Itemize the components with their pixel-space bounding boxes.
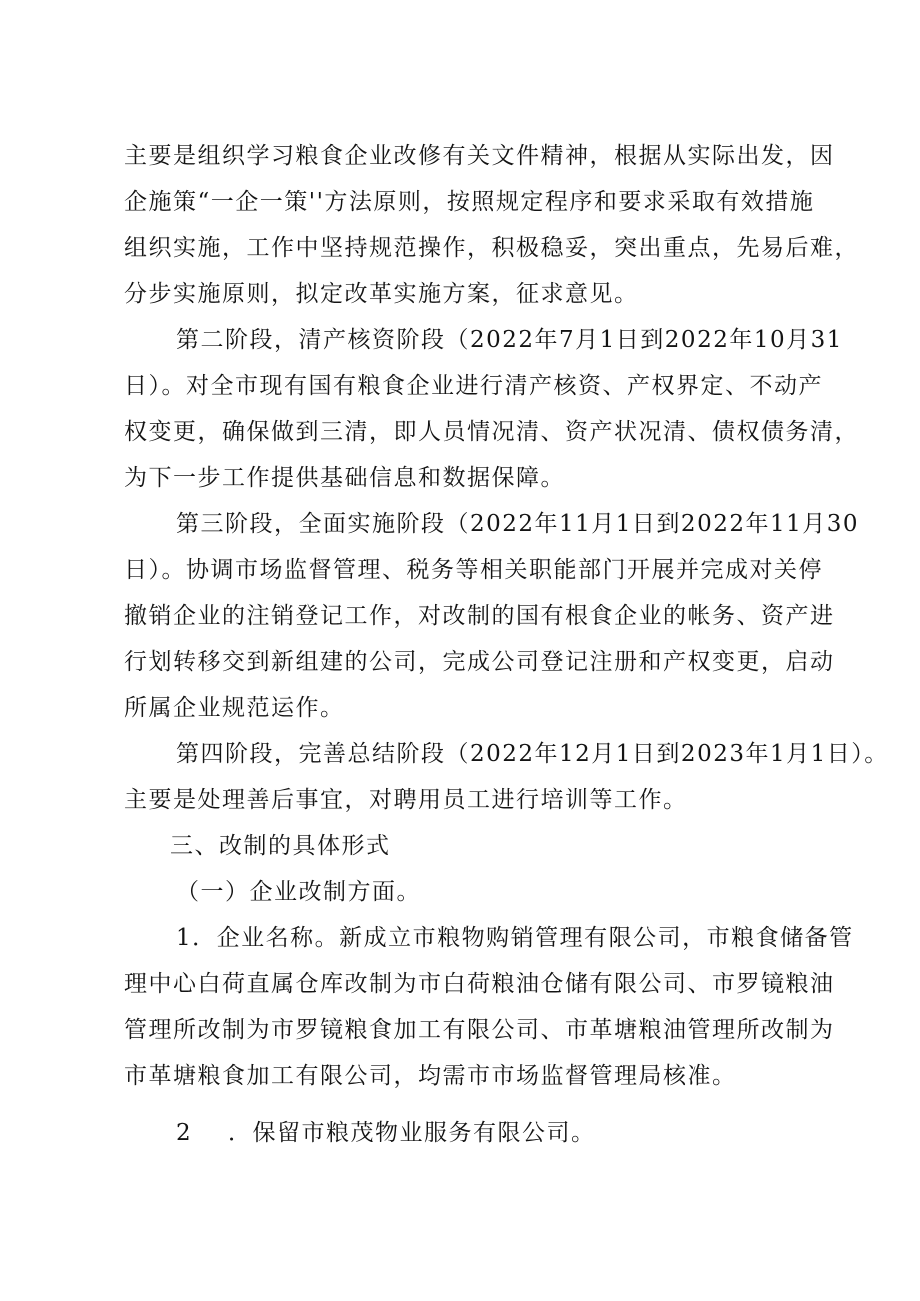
paragraph-stage-3-line-4: 行划转移交到新组建的公司，完成公司登记注册和产权变更，启动 — [124, 649, 835, 675]
section-heading: 三、改制的具体形式 — [170, 833, 391, 859]
paragraph-1-line-1: 主要是组织学习粮食企业改修有关文件精神，根据从实际出发，因 — [124, 143, 835, 169]
paragraph-1-line-3: 组织实施，工作中坚持规范操作，积极稳妥，突出重点，先易后难， — [124, 235, 859, 261]
paragraph-stage-3-line-3: 撤销企业的注销登记工作，对改制的国有根食企业的帐务、资产进 — [124, 603, 835, 629]
list-item-2-number: 2 — [176, 1120, 193, 1146]
list-item-2-text: ．保留市粮茂物业服务有限公司。 — [228, 1120, 596, 1146]
list-item-1-line-4: 市革塘粮食加工有限公司，均需市市场监督管理局核准。 — [124, 1063, 737, 1089]
list-item-1-line-1: 1．企业名称。新成立市粮物购销管理有限公司，市粮食储备管 — [176, 925, 854, 951]
list-item-1-line-2: 理中心白荷直属仓库改制为市白荷粮油仓储有限公司、市罗镜粮油 — [124, 971, 835, 997]
paragraph-stage-2-line-1: 第二阶段，清产核资阶段（2022年7月1日到2022年10月31 — [176, 327, 843, 353]
paragraph-stage-4-line-2: 主要是处理善后事宜，对聘用员工进行培训等工作。 — [124, 787, 688, 813]
paragraph-stage-3-line-1: 第三阶段，全面实施阶段（2022年11月1日到2022年11月30 — [176, 511, 859, 537]
paragraph-stage-2-line-4: 为下一步工作提供基础信息和数据保障。 — [124, 465, 565, 491]
paragraph-stage-2-line-3: 权变更，确保做到三清，即人员情况清、资产状况清、债权债务清， — [124, 419, 859, 445]
paragraph-stage-2-line-2: 日）。对全市现有国有粮食企业进行清产核资、产权界定、不动产 — [124, 373, 823, 399]
paragraph-stage-3-line-2: 日）。协调市场监督管理、税务等相关职能部门开展并完成对关停 — [124, 557, 823, 583]
sub-heading: （一）企业改制方面。 — [176, 879, 421, 905]
paragraph-1-line-2: 企施策“一企一策''方法原则，按照规定程序和要求采取有效措施 — [124, 189, 815, 215]
paragraph-stage-4-line-1: 第四阶段，完善总结阶段（2022年12月1日到2023年1月1日）。 — [176, 741, 889, 767]
paragraph-stage-3-line-5: 所属企业规范运作。 — [124, 695, 345, 721]
list-item-1-line-3: 管理所改制为市罗镜粮食加工有限公司、市革塘粮油管理所改制为 — [124, 1017, 835, 1043]
paragraph-1-line-4: 分步实施原则，拟定改革实施方案，征求意见。 — [124, 281, 639, 307]
